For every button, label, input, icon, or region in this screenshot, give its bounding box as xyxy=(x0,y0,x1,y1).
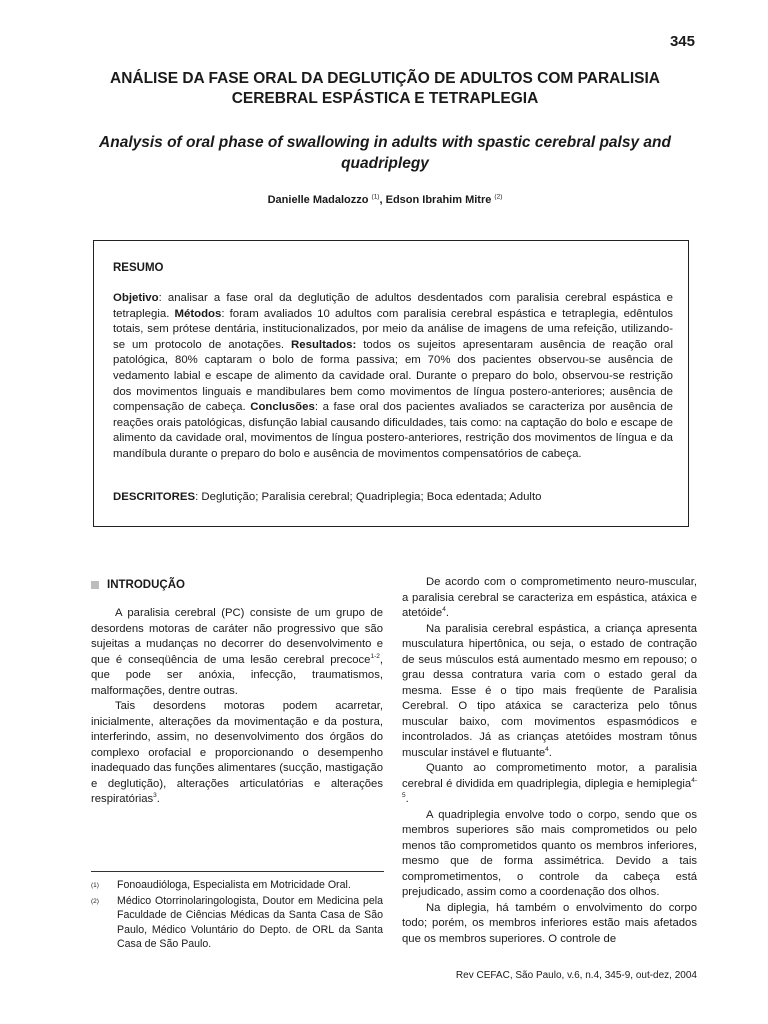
paragraph-text: Tais desordens motoras podem acarretar, inicialmente, alterações da movimentação e da postura, interferindo, assim, no desenvolvimento dos órgãos do complexo orofacial e proporcionando o desempenho inadequado das funções alimentares (sucção, mastigação e deglutição), alterações articulatórias e alterações respiratórias xyxy=(91,700,383,805)
paragraph-text: . xyxy=(445,607,449,619)
paragraph-text: . xyxy=(548,746,552,759)
objective-text: : analisar a fase oral da deglutição de adultos desdentados com paralisia cerebral espástica e tetraplegia. xyxy=(113,292,673,320)
right-column xyxy=(402,575,697,947)
paragraph-text: Na paralisia cerebral espástica, a criança apresenta musculatura hipertônica, ou seja, o estado de contração de seus músculos está aumentado mesmo em repouso; o grau dessa contratura varia com o estado geral da mesma. Esse é o tipo mais freqüente de Paralisia Cerebral. O tipo atáxica se caracteriza pelo tônus muscular baixo, com movimentos espasmódicos e incontrolados. Já as crianças atetóides mostram tônus muscular instável e flutuante xyxy=(402,622,697,759)
left-column xyxy=(91,606,383,808)
keywords-label: DESCRITORES xyxy=(113,491,196,503)
keywords-text: : Deglutição; Paralisia cerebral; Quadriplegia; Boca edentada; Adulto xyxy=(195,491,542,503)
footnote-divider xyxy=(91,871,384,872)
methods-label: Métodos xyxy=(174,307,222,320)
paragraph xyxy=(402,575,697,622)
paragraph: Na diplegia, há também o envolvimento do corpo todo; porém, os membros inferiores estão mais afetados que os membros superiores. O controle de xyxy=(402,901,697,945)
methods-text: : foram avaliados 10 adultos com paralisia cerebral espástica e tetraplegia, edêntulos totais, sem prótese dentária, institucionalizados, por meio da análise de imagens de uma refeição, utilizando-se um protocolo de anotações. xyxy=(113,307,673,351)
author-2-name: Edson Ibrahim Mitre xyxy=(385,194,492,206)
footnote-mark: (1) xyxy=(91,882,99,889)
author-line xyxy=(80,194,690,206)
paragraph-text: A paralisia cerebral (PC) consiste de um grupo de desordens motoras de caráter não progressivo que são sujeitas a mudanças no decorrer do desenvolvimento e que é conseqüência de uma lesão cerebral precoce xyxy=(91,607,383,666)
footnote xyxy=(91,894,383,952)
page-number: 345 xyxy=(669,33,695,50)
footnotes xyxy=(91,878,383,952)
citation-ref: 1-2 xyxy=(370,652,380,660)
paragraph xyxy=(402,622,697,762)
author-1-affiliation-mark: (1) xyxy=(371,193,380,201)
title-english: Analysis of oral phase of swallowing in adults with spastic cerebral palsy and quadriplegy xyxy=(99,134,671,172)
footnote-text: Fonoaudióloga, Especialista em Motricidade Oral. xyxy=(117,879,351,891)
abstract-heading: RESUMO xyxy=(113,262,164,274)
paragraph xyxy=(402,761,697,808)
square-bullet-icon xyxy=(91,581,99,589)
results-text: todos os sujeitos apresentaram ausência de reação oral patológica, 80% captaram o bolo de forma passiva; em 70% dos pacientes observou-se ausência de vedamento labial e escape de alimento da cavidade oral. Durante o preparo do bolo, observou-se restrição dos movimentos linguais e mandibulares bem como movimentos de língua postero-anteriores; ausência de compensação de cabeça. xyxy=(113,338,674,414)
citation-ref: 4-5 xyxy=(402,776,697,800)
paragraph: A quadriplegia envolve todo o corpo, sendo que os membros superiores são mais comprometidos ou pelo menos tão comprometidos quanto os membros inferiores, mesmo que de forma assimétrica. Devido a tais comprometimentos, o controle da cabeça está prejudicado, assim como a coordenação dos olhos. xyxy=(402,808,697,898)
objective-label: Objetivo xyxy=(113,292,159,304)
title-portuguese: ANÁLISE DA FASE ORAL DA DEGLUTIÇÃO DE ADULTOS COM PARALISIA CEREBRAL ESPÁSTICA E TETRAPLEGIA xyxy=(110,70,660,107)
section-heading-introduction xyxy=(91,579,185,591)
paragraph-text: Quanto ao comprometimento motor, a paralisia cerebral é dividida em quadriplegia, diplegia e hemiplegia xyxy=(402,762,697,790)
paragraph xyxy=(91,699,383,808)
footnote-text: Médico Otorrinolaringologista, Doutor em Medicina pela Faculdade de Ciências Médicas da Santa Casa de São Paulo, Médico Voluntário do Depto. de ORL da Santa Casa de São Paulo. xyxy=(117,894,383,950)
results-label: Resultados: xyxy=(291,338,357,351)
section-heading-label: INTRODUÇÃO xyxy=(107,579,185,591)
author-2-affiliation-mark: (2) xyxy=(494,193,503,201)
conclusions-text: : a fase oral dos pacientes avaliados se caracteriza por ausência de reações orais patológicas, disfunção labial causando dificuldades, tais como: na captação do bolo e escape de alimento da cavidade oral, movimentos de língua postero-anteriores, restrição dos movimentos de língua e da mandíbula durante o preparo do bolo e ausência de movimentos compensatórios de cabeça. xyxy=(113,401,673,460)
footnote-mark: (2) xyxy=(91,897,99,905)
paragraph-text: . xyxy=(156,793,160,805)
footnote xyxy=(91,878,383,894)
conclusions-label: Conclusões xyxy=(250,401,315,414)
keywords xyxy=(113,490,673,505)
citation-ref: 3 xyxy=(153,792,157,800)
citation-ref: 4 xyxy=(545,745,549,753)
author-separator: , xyxy=(379,194,383,206)
paragraph xyxy=(91,606,383,699)
paragraph-text: , que pode ser anóxia, infecção, traumatismos, malformações, dentre outras. xyxy=(91,653,383,697)
abstract-body xyxy=(113,291,673,463)
citation-ref: 4 xyxy=(442,606,446,614)
journal-reference: Rev CEFAC, São Paulo, v.6, n.4, 345-9, out-dez, 2004 xyxy=(455,970,697,981)
paragraph-text: De acordo com o comprometimento neuro-muscular, a paralisia cerebral se caracteriza em espástica, atáxica e atetóide xyxy=(402,576,697,619)
paragraph-text: . xyxy=(405,793,409,805)
author-1-name: Danielle Madalozzo xyxy=(267,194,369,206)
